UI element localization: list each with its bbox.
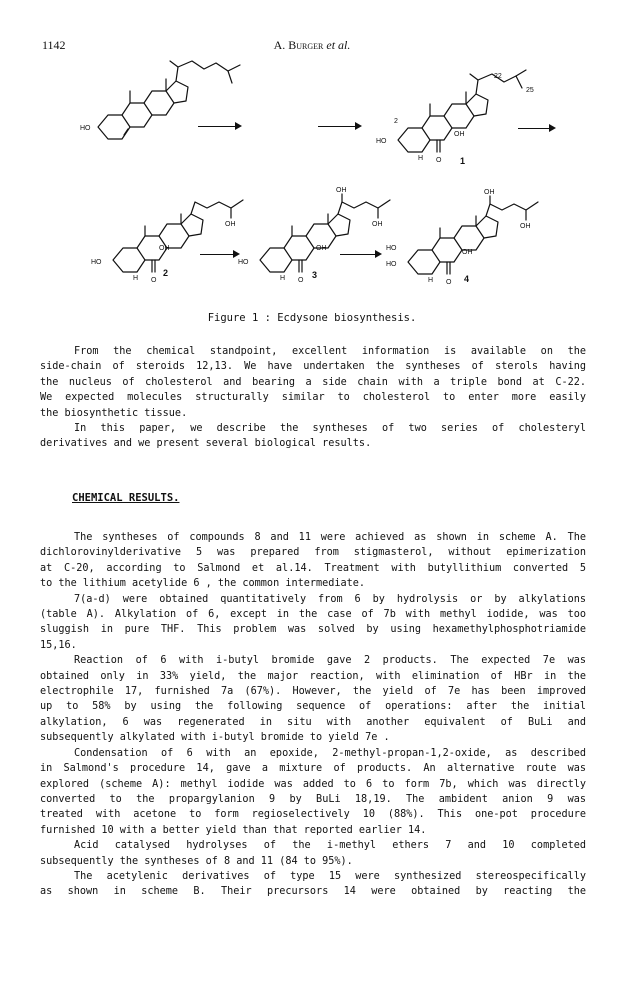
figure-caption: Figure 1 : Ecdysone biosynthesis. bbox=[207, 312, 417, 324]
chemical-results-text bbox=[40, 530, 586, 900]
compound-label-1: 1 bbox=[460, 156, 466, 166]
text-line: at C-20, according to Salmond et al.14. Treatment with butyllithium converted 5 bbox=[40, 562, 586, 574]
text-line: to the lithium acetylide 6 , the common intermediate. bbox=[40, 578, 366, 590]
text-line: in Salmond's procedure 14, gave a mixture of products. An alternative route was bbox=[40, 763, 586, 775]
author-suffix: et al. bbox=[326, 38, 351, 52]
oh-label: OH bbox=[484, 189, 495, 196]
locant-2: 2 bbox=[394, 118, 398, 125]
oh-label: OH bbox=[336, 187, 347, 194]
oh-label: OH bbox=[159, 245, 170, 252]
oh-label: OH bbox=[462, 249, 473, 256]
locant-25: 25 bbox=[526, 87, 534, 94]
h-label: H bbox=[133, 275, 139, 282]
text-line: The acetylenic derivatives of type 15 were synthesized stereospecifically bbox=[74, 870, 586, 882]
intro-paragraphs bbox=[40, 344, 586, 452]
page-number: 1142 bbox=[42, 38, 66, 52]
running-title bbox=[42, 38, 582, 53]
text-line: Acid catalysed hydrolyses of the i-methyl ethers 7 and 10 completed bbox=[74, 840, 586, 852]
text-line: subsequently alkylated with i-butyl bromide to yield 7e . bbox=[40, 732, 390, 744]
text-line: derivatives and we present several biological results. bbox=[40, 438, 372, 450]
text-line: the biosynthetic tissue. bbox=[40, 407, 188, 419]
text-line: dichlorovinylderivative 5 was prepared from stigmasterol, without epimerization bbox=[40, 547, 586, 559]
o-label: O bbox=[151, 277, 157, 284]
reaction-arrow bbox=[200, 254, 238, 255]
ho-label: HO bbox=[376, 138, 387, 145]
reaction-arrow bbox=[518, 128, 554, 129]
ho-label: HO bbox=[80, 125, 91, 132]
text-line: as shown in scheme B. Their precursors 14 were obtained by reacting the bbox=[40, 886, 586, 898]
ho-label: HO bbox=[386, 245, 397, 252]
oh-label: OH bbox=[225, 221, 236, 228]
text-line: the nucleus of cholesterol and bearing a side chain with a triple bond at C-22. bbox=[40, 376, 586, 388]
locant-22: 22 bbox=[494, 73, 502, 80]
structure-compound-1 bbox=[376, 68, 570, 168]
text-line: furnished 10 with a better yield than that reported earlier 14. bbox=[40, 824, 427, 836]
o-label: O bbox=[446, 279, 452, 286]
text-line: subsequently the syntheses of 8 and 11 (84 to 95%). bbox=[40, 855, 353, 867]
text-line: explored (scheme A): methyl iodide was added to 6 to form 7b, which was directly bbox=[40, 778, 586, 790]
structure-cholesterol bbox=[80, 55, 260, 150]
o-label: O bbox=[436, 157, 442, 164]
text-line: Condensation of 6 with an epoxide, 2-methyl-propan-1,2-oxide, as described bbox=[74, 747, 586, 759]
compound-label-3: 3 bbox=[312, 270, 318, 280]
text-line: up to 58% by using the following sequence of operations: after the initial bbox=[40, 701, 586, 713]
text-line: treated with acetone to form regioselectively 10 (88%). This one-pot procedure bbox=[40, 809, 586, 821]
text-line: (table A). Alkylation of 6, except in the case of 7b with methyl iodide, was too bbox=[40, 609, 586, 621]
text-line: 7(a-d) were obtained quantitatively from 6 by hydrolysis or by alkylations bbox=[74, 593, 586, 605]
text-line: electrophile 17, furnished 7a (67%). However, the yield of 7e has been improved bbox=[40, 686, 586, 698]
text-line: From the chemical standpoint, excellent information is available on the bbox=[74, 346, 586, 357]
oh-label: OH bbox=[372, 221, 383, 228]
ho-label: HO bbox=[238, 259, 249, 266]
text-line: We expected molecules structurally similar to cholesterol to enter more easily bbox=[40, 392, 586, 404]
text-line: side-chain of steroids 12,13. We have undertaken the syntheses of sterols having bbox=[40, 361, 586, 373]
text-line: 15,16. bbox=[40, 639, 77, 651]
ho-label: HO bbox=[91, 259, 102, 266]
text-line: alkylation, 6 was regenerated in situ with another equivalent of BuLi and bbox=[40, 716, 586, 728]
oh-label: OH bbox=[454, 131, 465, 138]
oh-label: OH bbox=[520, 223, 531, 230]
h-label: H bbox=[428, 277, 434, 284]
o-label: O bbox=[298, 277, 304, 284]
structure-compound-3 bbox=[238, 187, 402, 290]
h-label: H bbox=[280, 275, 286, 282]
author-name: A. Burger bbox=[273, 38, 324, 52]
ho-label: HO bbox=[386, 261, 397, 268]
reaction-arrow bbox=[198, 126, 240, 127]
text-line: Reaction of 6 with i-butyl bromide gave 2 products. The expected 7e was bbox=[74, 655, 586, 667]
structure-compound-2 bbox=[91, 196, 255, 291]
page-header bbox=[42, 38, 582, 54]
text-line: sluggish in pure THF. This problem was solved by using hexamethylphosphotriamide bbox=[40, 624, 586, 636]
oh-label: OH bbox=[316, 245, 327, 252]
reaction-arrow bbox=[340, 254, 380, 255]
text-line: converted to the propargylanion 9 by BuLi 18,19. The ambident anion 9 was bbox=[40, 793, 586, 805]
structure-compound-4 bbox=[386, 189, 560, 292]
text-line: obtained only in 33% yield, the major reaction, with elimination of HBr in the bbox=[40, 670, 586, 682]
compound-label-4: 4 bbox=[464, 274, 470, 284]
text-line: The syntheses of compounds 8 and 11 were achieved as shown in scheme A. The bbox=[74, 532, 586, 543]
compound-label-2: 2 bbox=[163, 268, 169, 278]
text-line: In this paper, we describe the syntheses of two series of cholesteryl bbox=[74, 423, 586, 435]
reaction-arrow bbox=[318, 126, 360, 127]
section-heading: CHEMICAL RESULTS. bbox=[72, 492, 180, 504]
h-label: H bbox=[418, 155, 424, 162]
